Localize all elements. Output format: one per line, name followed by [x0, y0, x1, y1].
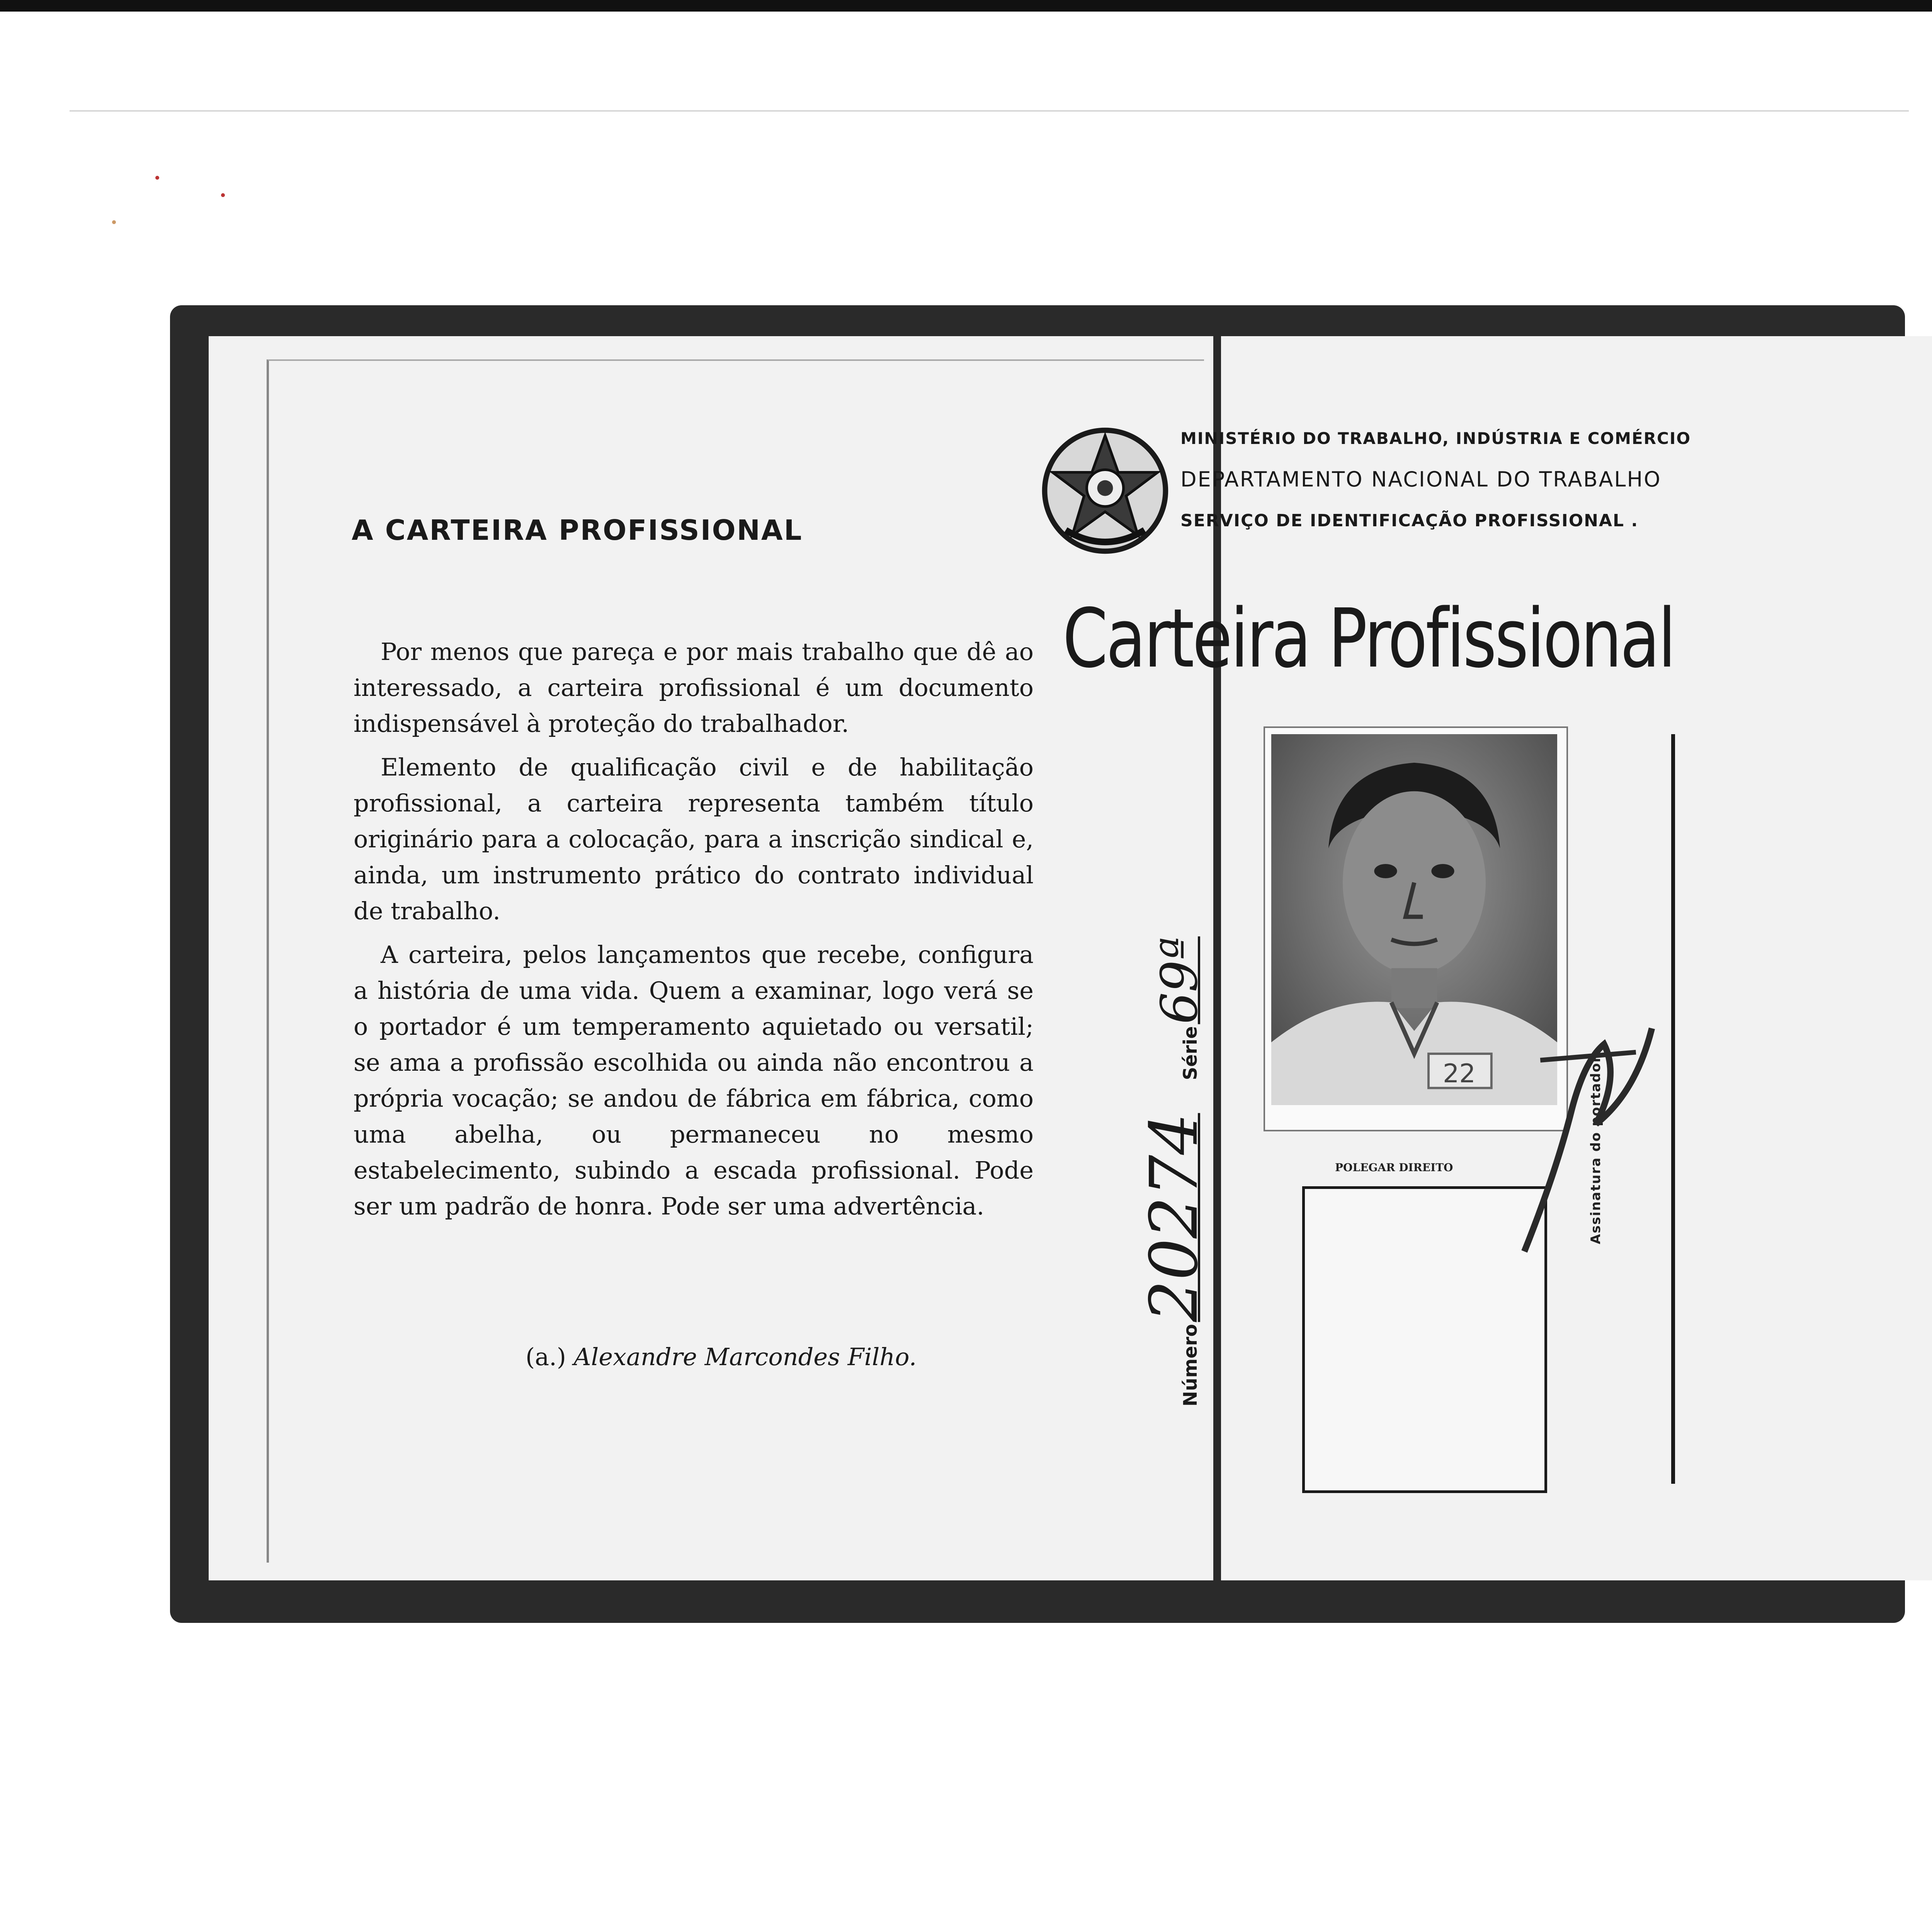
paragraph: Por menos que pareça e por mais trabalho que dê ao interessado, a carteira profissional é um documento indispensável à proteção do trabalhador.	[354, 638, 1034, 738]
coat-of-arms-seal-icon	[1039, 425, 1171, 556]
number-series-field	[1136, 936, 1213, 1406]
document-title: Carteira Profissional	[1063, 591, 1674, 686]
numero-value: 20274	[1136, 1113, 1213, 1322]
scan-rule-line	[70, 110, 1909, 112]
signature-name: Alexandre Marcondes Filho.	[573, 1343, 917, 1371]
left-page-heading: A CARTEIRA PROFISSIONAL	[352, 514, 803, 546]
service-line: SERVIÇO DE IDENTIFICAÇÃO PROFISSIONAL .	[1180, 511, 1639, 531]
ministry-line: MINISTÉRIO DO TRABALHO, INDÚSTRIA E COMÉRCIO	[1180, 429, 1691, 448]
scan-top-edge	[0, 0, 1932, 12]
numero-label: Número	[1180, 1324, 1201, 1406]
thumb-label: POLEGAR DIREITO	[1335, 1161, 1453, 1174]
paragraph: Elemento de qualificação civil e de habilitação profissional, a carteira representa também título originário para a colocação, para a inscrição sindical e, ainda, um instrumento prático do contrato individual de trabalho.	[354, 753, 1034, 925]
serie-label: Série	[1180, 1026, 1201, 1080]
signature-label: Assinatura do portador	[1588, 1055, 1604, 1244]
serie-value: 69ª	[1150, 936, 1209, 1024]
scan-speck	[155, 176, 159, 180]
author-signature	[526, 1343, 1028, 1371]
handwritten-signature-mark	[1507, 1012, 1669, 1267]
scan-speck	[221, 193, 225, 197]
department-line: DEPARTAMENTO NACIONAL DO TRABALHO	[1180, 467, 1662, 492]
signature-prefix: (a.)	[526, 1343, 566, 1371]
photo-tag: 22	[1443, 1058, 1476, 1088]
ministry-header	[1180, 421, 1760, 531]
scan-speck	[112, 220, 116, 224]
left-page-body	[354, 634, 1034, 1232]
signature-line	[1671, 734, 1675, 1484]
paragraph: A carteira, pelos lançamentos que recebe, configura a história de uma vida. Quem a examinar, logo verá se o portador é um temperamento aquietado ou versatil; se ama a profissão escolhida ou ainda não encontrou a própria vocação; se andou de fábrica em fábrica, como uma abelha, ou permaneceu no mesmo estabelecimento, subindo a escada profissional. Pode ser um padrão de honra. Pode ser uma advertência.	[354, 940, 1034, 1220]
